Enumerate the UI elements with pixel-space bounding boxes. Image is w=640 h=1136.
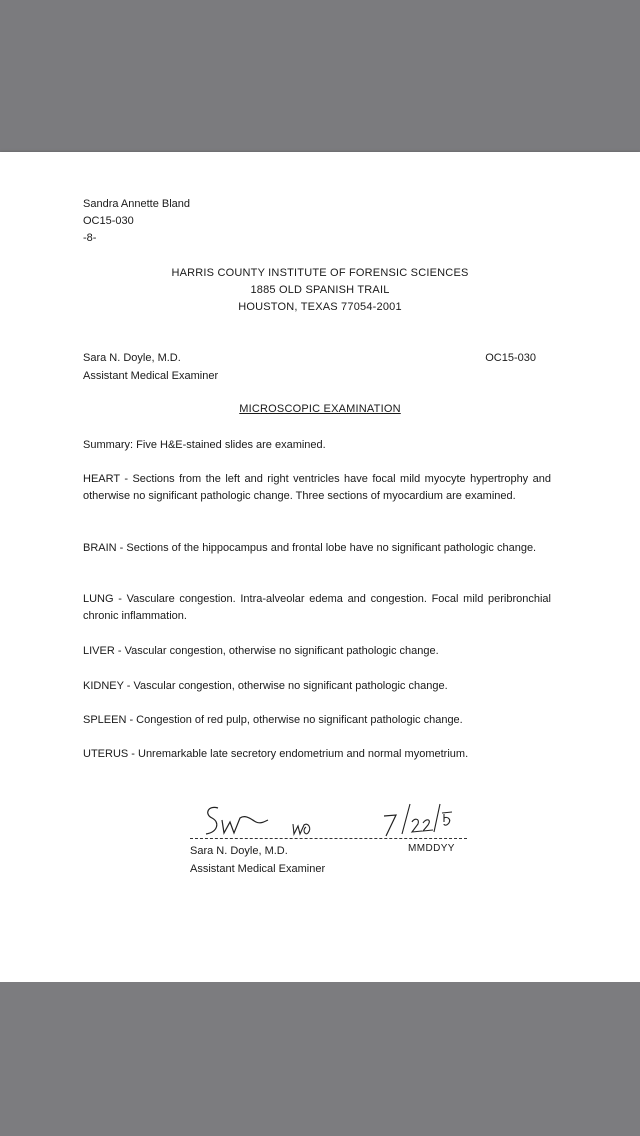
institute-street: 1885 OLD SPANISH TRAIL xyxy=(250,284,390,296)
signatory-title: Assistant Medical Examiner xyxy=(190,863,326,875)
page-number: -8- xyxy=(83,232,97,244)
examiner-name: Sara N. Doyle, M.D. xyxy=(83,352,181,364)
signature-block xyxy=(190,800,480,880)
signatory-name: Sara N. Doyle, M.D. xyxy=(190,845,288,857)
viewer-top-background xyxy=(0,0,640,152)
section-title: MICROSCOPIC EXAMINATION xyxy=(239,403,401,415)
handwritten-signature xyxy=(190,800,480,840)
date-format-label: MMDDYY xyxy=(408,843,455,854)
case-header xyxy=(83,196,190,247)
brain-paragraph: BRAIN - Sections of the hippocampus and frontal lobe have no significant pathologic change. xyxy=(83,542,537,554)
institute-name: HARRIS COUNTY INSTITUTE OF FORENSIC SCIENCES xyxy=(171,267,469,279)
kidney-paragraph: KIDNEY - Vascular congestion, otherwise no significant pathologic change. xyxy=(83,680,448,692)
signature-line xyxy=(190,838,467,839)
document-page xyxy=(0,152,640,982)
heart-paragraph: HEART - Sections from the left and right ventricles have focal mild myocyte hypertrophy and otherwise no significant pathologic change. Three sections of myocardium are examined. xyxy=(83,473,551,502)
spleen-paragraph: SPLEEN - Congestion of red pulp, otherwise no significant pathologic change. xyxy=(83,714,463,726)
institute-city: HOUSTON, TEXAS 77054-2001 xyxy=(238,301,402,313)
liver-paragraph: LIVER - Vascular congestion, otherwise no significant pathologic change. xyxy=(83,645,439,657)
examiner-case-number: OC15-030 xyxy=(485,352,536,364)
case-number: OC15-030 xyxy=(83,215,134,227)
institute-letterhead xyxy=(0,265,640,316)
uterus-paragraph: UTERUS - Unremarkable late secretory endometrium and normal myometrium. xyxy=(83,748,469,760)
examiner-title: Assistant Medical Examiner xyxy=(83,370,219,382)
decedent-name: Sandra Annette Bland xyxy=(83,198,191,210)
examiner-block xyxy=(83,349,218,385)
viewer-bottom-background xyxy=(0,982,640,1136)
signatory xyxy=(190,842,325,878)
summary-paragraph: Summary: Five H&E-stained slides are examined. xyxy=(83,439,326,451)
lung-paragraph: LUNG - Vasculare congestion. Intra-alveolar edema and congestion. Focal mild peribronchial chronic inflammation. xyxy=(83,593,551,622)
